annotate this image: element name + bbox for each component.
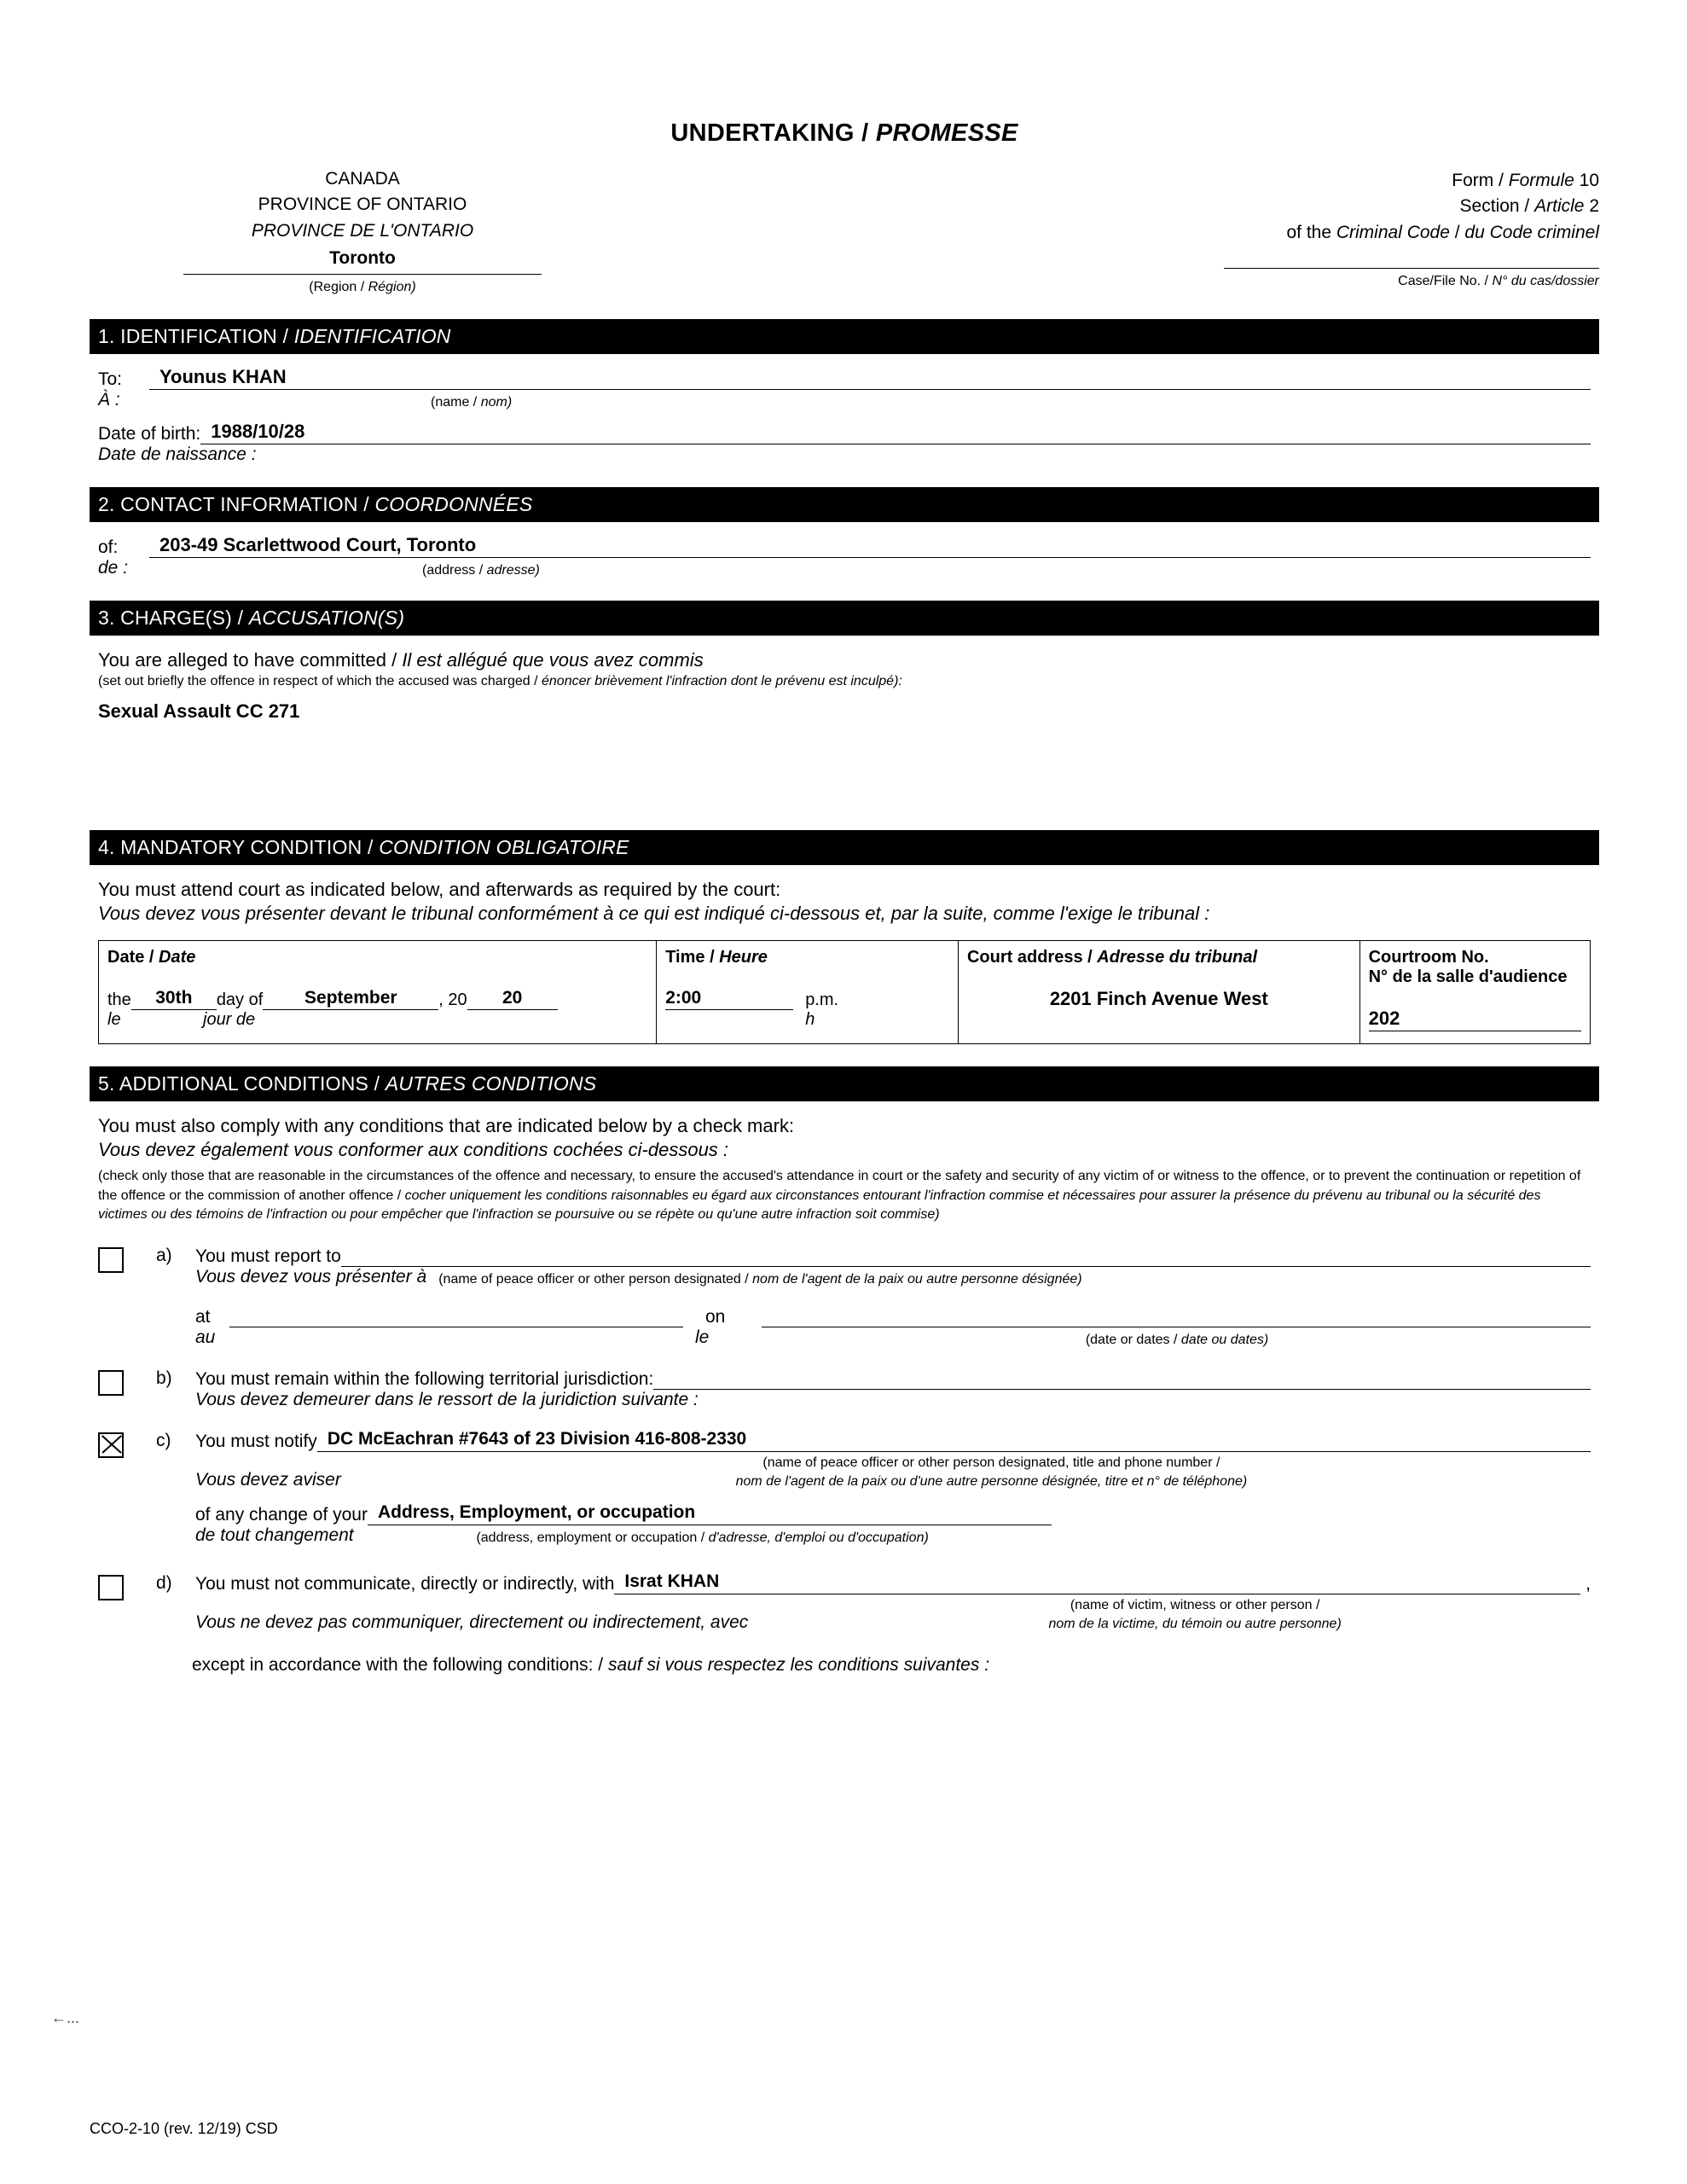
title-en: UNDERTAKING — [670, 119, 855, 147]
ampm-label-en: p.m. — [805, 990, 839, 1009]
header-left-block — [90, 166, 635, 297]
region-value: Toronto — [329, 248, 396, 269]
section-2-sep: / — [357, 492, 375, 515]
code-prefix: of the — [1286, 222, 1336, 242]
additional-note — [98, 1167, 1591, 1225]
condition-d-hint — [748, 1596, 1591, 1633]
form-label-en: Form — [1452, 171, 1494, 190]
to-label-fr: À : — [98, 389, 120, 410]
on-hint-sep: / — [1169, 1333, 1181, 1348]
date-fields-row — [107, 988, 647, 1010]
alleged-en: You are alleged to have committed — [98, 648, 386, 671]
form-number-line — [1053, 168, 1599, 194]
code-en: Criminal Code — [1336, 222, 1450, 242]
section-2-title-en: CONTACT INFORMATION — [120, 492, 358, 515]
on-hint — [751, 1333, 1591, 1348]
condition-c-change-fr: de tout changement — [195, 1525, 354, 1546]
country-label: CANADA — [325, 169, 400, 189]
time-header-fr: Heure — [719, 947, 768, 967]
except-en: except in accordance with the following conditions: — [192, 1655, 594, 1676]
ampm-label-fr: h — [805, 1009, 815, 1029]
section-3-number: 3. — [98, 606, 121, 629]
condition-c-change-hint-fr: d'adresse, d'emploi ou d'occupation) — [708, 1531, 929, 1546]
court-address-header-en: Court address — [966, 947, 1083, 967]
condition-c-checkbox[interactable] — [98, 1432, 124, 1458]
region-caption-en: (Region — [309, 279, 357, 294]
criminal-code-line — [1053, 220, 1599, 246]
offence-value[interactable]: Sexual Assault CC 271 — [98, 700, 300, 722]
section-4-number: 4. — [98, 835, 121, 858]
condition-a-field[interactable] — [341, 1244, 1591, 1267]
title-fr: PROMESSE — [875, 119, 1018, 147]
section-3-title-en: CHARGE(S) — [120, 606, 233, 629]
except-sep: / — [593, 1655, 608, 1676]
condition-c-change-en: of any change of your — [195, 1505, 368, 1525]
section-1-sep: / — [277, 324, 294, 347]
setout-line — [98, 674, 1591, 689]
condition-d-checkbox[interactable] — [98, 1575, 124, 1600]
section-number: 2 — [1589, 196, 1599, 217]
condition-b-body — [195, 1367, 1591, 1410]
dob-label-en: Date of birth: — [98, 423, 201, 444]
time-header — [665, 948, 949, 967]
courtroom-cell — [1359, 940, 1590, 1043]
court-address-value[interactable]: 2201 Finch Avenue West — [1049, 987, 1268, 1009]
on-field[interactable] — [762, 1304, 1591, 1327]
condition-a-hint — [426, 1272, 1591, 1287]
time-header-sep: / — [704, 947, 720, 967]
name-caption-en: (name — [431, 394, 470, 410]
condition-a-fr-row — [195, 1267, 1591, 1287]
section-3-sep: / — [232, 606, 249, 629]
condition-c-hint-en: (name of peace officer or other person designated, title and phone number / — [762, 1455, 1220, 1471]
condition-c-change-hint-sep: / — [697, 1531, 709, 1546]
section-5-title-fr: AUTRES CONDITIONS — [385, 1072, 597, 1095]
header-right-block — [1053, 166, 1599, 297]
court-address-header-sep: / — [1082, 947, 1098, 967]
section-2-number: 2. — [98, 492, 121, 515]
case-caption-fr: N° du cas/dossier — [1492, 274, 1599, 289]
address-row-fr — [98, 558, 1591, 578]
condition-c-fr: Vous devez aviser — [195, 1470, 341, 1490]
time-cell — [657, 940, 959, 1043]
scan-artifact: ←... — [51, 2009, 80, 2026]
section-bar-additional — [90, 1066, 1599, 1101]
section-label-en: Section — [1459, 196, 1520, 217]
additional-note-en: (check only those that are reasonable in the circumstances of the offence and necessary, to ensure the accused's attendance in court or the safety and security of any victim of or witness to the offence, or to prevent the continuation or repetition of the offence or the commission of another offence — [98, 1168, 1581, 1203]
court-address-cell — [958, 940, 1359, 1043]
at-field[interactable] — [229, 1304, 683, 1327]
additional-note-sep: / — [393, 1188, 405, 1203]
condition-d-trailing-comma: , — [1586, 1574, 1591, 1594]
section-4-sep: / — [362, 835, 380, 858]
condition-c-letter: c) — [156, 1431, 171, 1451]
condition-a-at-on-row — [195, 1304, 1591, 1327]
date-header-sep: / — [144, 947, 159, 967]
condition-d-fr-row — [195, 1594, 1591, 1633]
condition-c-hint — [341, 1454, 1591, 1490]
additional-conditions-block — [90, 1101, 1599, 1676]
on-label-en: on — [705, 1307, 726, 1327]
setout-fr: énoncer brièvement l'infraction dont le prévenu est inculpé): — [542, 673, 902, 688]
condition-d-hint-en: (name of victim, witness or other person / — [1070, 1598, 1320, 1613]
to-label-en: To: — [98, 369, 123, 389]
condition-d-fr: Vous ne devez pas communiquer, directement ou indirectement, avec — [195, 1612, 749, 1633]
date-header-en: Date — [107, 947, 145, 967]
courtroom-value[interactable]: 202 — [1369, 1008, 1581, 1031]
charges-blank-space — [98, 723, 1591, 808]
condition-b-letter: b) — [156, 1368, 172, 1389]
condition-c-fr-row — [195, 1452, 1591, 1490]
condition-a — [98, 1244, 1591, 1348]
additional-text-fr: Vous devez également vous conformer aux conditions cochées ci-dessous : — [98, 1138, 729, 1160]
day-field[interactable]: 30th — [131, 988, 217, 1010]
condition-a-hint-en: (name of peace officer or other person designated — [438, 1272, 741, 1287]
condition-c-notify-field[interactable]: DC McEachran #7643 of 23 Division 416-808-2330 — [317, 1429, 1591, 1452]
setout-en: (set out briefly the offence in respect of which the accused was charged — [98, 673, 530, 688]
condition-c-change-row-fr — [195, 1525, 1591, 1546]
form-label-fr: Formule — [1508, 171, 1574, 190]
case-number-rule — [1224, 268, 1599, 269]
address-row — [98, 534, 1591, 558]
day-of-label-en: day of — [216, 990, 264, 1009]
province-fr-label: PROVINCE DE L'ONTARIO — [251, 220, 474, 241]
section-label-sep: / — [1519, 196, 1535, 217]
mandatory-block — [90, 865, 1599, 1044]
region-rule — [183, 274, 542, 275]
section-4-title-fr: CONDITION OBLIGATOIRE — [379, 835, 629, 858]
date-header-fr: Date — [159, 947, 196, 967]
additional-note-fr: cocher uniquement les conditions raisonnables eu égard aux circonstances entourant l'infraction commise et nécessaires pour assurer la présence du prévenu au tribunal ou la sécurité des victimes ou des témoins de l'infraction ou pour empêcher que l'infraction se poursuive ou se répète ou qu'une autre infraction soit commise) — [98, 1188, 1541, 1223]
condition-b-fr-row — [195, 1390, 1591, 1410]
month-field[interactable]: September — [263, 988, 438, 1010]
section-label-fr: Article — [1534, 196, 1585, 217]
condition-a-fr: Vous devez vous présenter à — [195, 1267, 427, 1287]
condition-a-en-row — [195, 1244, 1591, 1267]
form-code-footer: CCO-2-10 (rev. 12/19) CSD — [90, 2120, 278, 2137]
charges-block — [90, 636, 1599, 808]
condition-a-hint-sep: / — [740, 1272, 753, 1287]
section-2-title-fr: COORDONNÉES — [374, 492, 533, 515]
name-caption-sep: / — [469, 394, 481, 410]
condition-b-en: You must remain within the following territorial jurisdiction: — [195, 1369, 654, 1390]
date-cell — [99, 940, 657, 1043]
condition-d-field[interactable]: Israt KHAN — [614, 1571, 1580, 1594]
condition-d-body — [195, 1571, 1591, 1633]
name-caption-fr: nom) — [480, 394, 513, 410]
condition-a-body — [195, 1244, 1591, 1348]
code-sep: / — [1449, 222, 1465, 242]
condition-b-fr: Vous devez demeurer dans le ressort de la juridiction suivante : — [195, 1390, 699, 1410]
alleged-sep: / — [386, 648, 403, 671]
region-caption-sep: / — [357, 279, 368, 294]
dob-field[interactable]: 1988/10/28 — [200, 421, 1591, 444]
case-caption-sep: / — [1481, 274, 1493, 289]
condition-b-en-row — [195, 1367, 1591, 1390]
condition-b — [98, 1367, 1591, 1410]
condition-c — [98, 1429, 1591, 1546]
court-address-header-fr: Adresse du tribunal — [1097, 947, 1258, 967]
province-en-label: PROVINCE OF ONTARIO — [258, 195, 467, 215]
time-header-en: Time — [665, 947, 705, 967]
at-label-en: at — [195, 1307, 211, 1327]
form-number: 10 — [1579, 171, 1599, 190]
page-title — [90, 119, 1599, 148]
section-number-line — [1053, 194, 1599, 219]
condition-c-en-row — [195, 1429, 1591, 1452]
code-fr: du Code criminel — [1464, 222, 1599, 242]
region-caption-fr: Région) — [368, 279, 416, 294]
section-bar-mandatory — [90, 830, 1599, 865]
on-hint-en: (date or dates — [1085, 1333, 1170, 1348]
court-address-header — [967, 948, 1351, 967]
title-separator: / — [854, 119, 876, 147]
time-field-row — [665, 988, 949, 1010]
address-field[interactable]: 203-49 Scarlettwood Court, Toronto — [149, 534, 1591, 558]
address-caption-sep: / — [475, 562, 487, 578]
section-3-title-fr: ACCUSATION(S) — [248, 606, 405, 629]
address-caption-fr: adresse) — [486, 562, 540, 578]
name-caption — [431, 395, 512, 410]
dob-row — [98, 421, 1591, 444]
condition-b-field[interactable] — [653, 1367, 1591, 1390]
additional-text-en: You must also comply with any conditions that are indicated below by a check mark: — [98, 1114, 795, 1136]
contact-block — [90, 522, 1599, 578]
address-caption-en: (address — [422, 562, 476, 578]
section-4-title-en: MANDATORY CONDITION — [120, 835, 362, 858]
condition-d — [98, 1571, 1591, 1633]
condition-d-en-row — [195, 1571, 1591, 1594]
year-prefix-label: , 20 — [438, 990, 467, 1009]
condition-c-en: You must notify — [195, 1432, 317, 1452]
condition-a-checkbox[interactable] — [98, 1247, 124, 1273]
section-5-title-en: ADDITIONAL CONDITIONS — [119, 1072, 369, 1095]
condition-d-en: You must not communicate, directly or indirectly, with — [195, 1574, 615, 1594]
condition-a-hint-fr: nom de l'agent de la paix ou autre personne désignée) — [752, 1272, 1082, 1287]
date-fields-row-fr — [107, 1010, 647, 1030]
name-row — [98, 366, 1591, 390]
courtroom-header-fr: N° de la salle d'audience — [1368, 967, 1568, 986]
condition-c-change-hint-en: (address, employment or occupation — [476, 1531, 698, 1546]
condition-a-at-on-row-fr — [195, 1327, 1591, 1348]
section-5-sep: / — [368, 1072, 386, 1095]
day-of-label-fr: jour de — [203, 1009, 256, 1029]
of-label-en: of: — [98, 537, 119, 557]
court-appearance-table — [98, 940, 1591, 1044]
setout-sep: / — [530, 673, 542, 688]
alleged-fr: Il est allégué que vous avez commis — [402, 648, 704, 671]
on-hint-fr: date ou dates) — [1180, 1333, 1269, 1348]
condition-c-body — [195, 1429, 1591, 1546]
alleged-line — [98, 649, 1591, 671]
section-1-number: 1. — [98, 324, 121, 347]
region-caption — [90, 277, 635, 297]
the-label-fr: le — [107, 1009, 121, 1029]
section-1-title-en: IDENTIFICATION — [120, 324, 277, 347]
condition-b-checkbox[interactable] — [98, 1370, 124, 1396]
condition-c-change-row — [195, 1502, 1591, 1525]
at-label-fr: au — [195, 1327, 216, 1348]
time-field[interactable]: 2:00 — [665, 988, 793, 1010]
condition-c-hint-fr: nom de l'agent de la paix ou d'une autre personne désignée, titre et n° de téléphone) — [735, 1473, 1248, 1489]
name-row-fr — [98, 390, 1591, 410]
on-label-fr: le — [695, 1327, 710, 1348]
mandatory-text-en: You must attend court as indicated below, and afterwards as required by the court: — [98, 878, 781, 900]
condition-d-letter: d) — [156, 1573, 172, 1594]
address-caption — [422, 563, 540, 578]
condition-c-change-hint — [354, 1531, 1040, 1546]
condition-c-change-field[interactable]: Address, Employment, or occupation — [368, 1502, 1052, 1525]
condition-a-letter: a) — [156, 1246, 172, 1266]
the-label-en: the — [107, 990, 131, 1009]
courtroom-header-en: Courtroom No. — [1368, 947, 1489, 967]
mandatory-text-fr: Vous devez vous présenter devant le tribunal conformément à ce qui est indiqué ci-dessous et, par la suite, comme l'exige le tribunal : — [98, 902, 1210, 924]
of-label-fr: de : — [98, 557, 129, 578]
document-content — [90, 0, 1599, 1676]
accused-name-field[interactable]: Younus KHAN — [149, 366, 1591, 390]
condition-d-hint-fr: nom de la victime, du témoin ou autre personne) — [1048, 1616, 1342, 1631]
except-line — [98, 1655, 1591, 1676]
case-number-caption — [1053, 271, 1599, 291]
case-caption-en: Case/File No. — [1398, 274, 1481, 289]
section-bar-identification — [90, 319, 1599, 354]
section-5-number: 5. — [98, 1072, 119, 1095]
section-bar-contact — [90, 487, 1599, 522]
year-field[interactable]: 20 — [467, 988, 558, 1010]
section-bar-charges — [90, 601, 1599, 636]
condition-a-en: You must report to — [195, 1246, 341, 1267]
dob-label-fr: Date de naissance : — [98, 444, 257, 464]
section-1-title-fr: IDENTIFICATION — [293, 324, 451, 347]
form-label-sep: / — [1493, 171, 1509, 190]
date-header — [107, 948, 647, 967]
document-header — [90, 166, 1599, 297]
table-row — [99, 940, 1591, 1043]
identification-block — [90, 354, 1599, 465]
except-fr: sauf si vous respectez les conditions suivantes : — [607, 1655, 990, 1676]
